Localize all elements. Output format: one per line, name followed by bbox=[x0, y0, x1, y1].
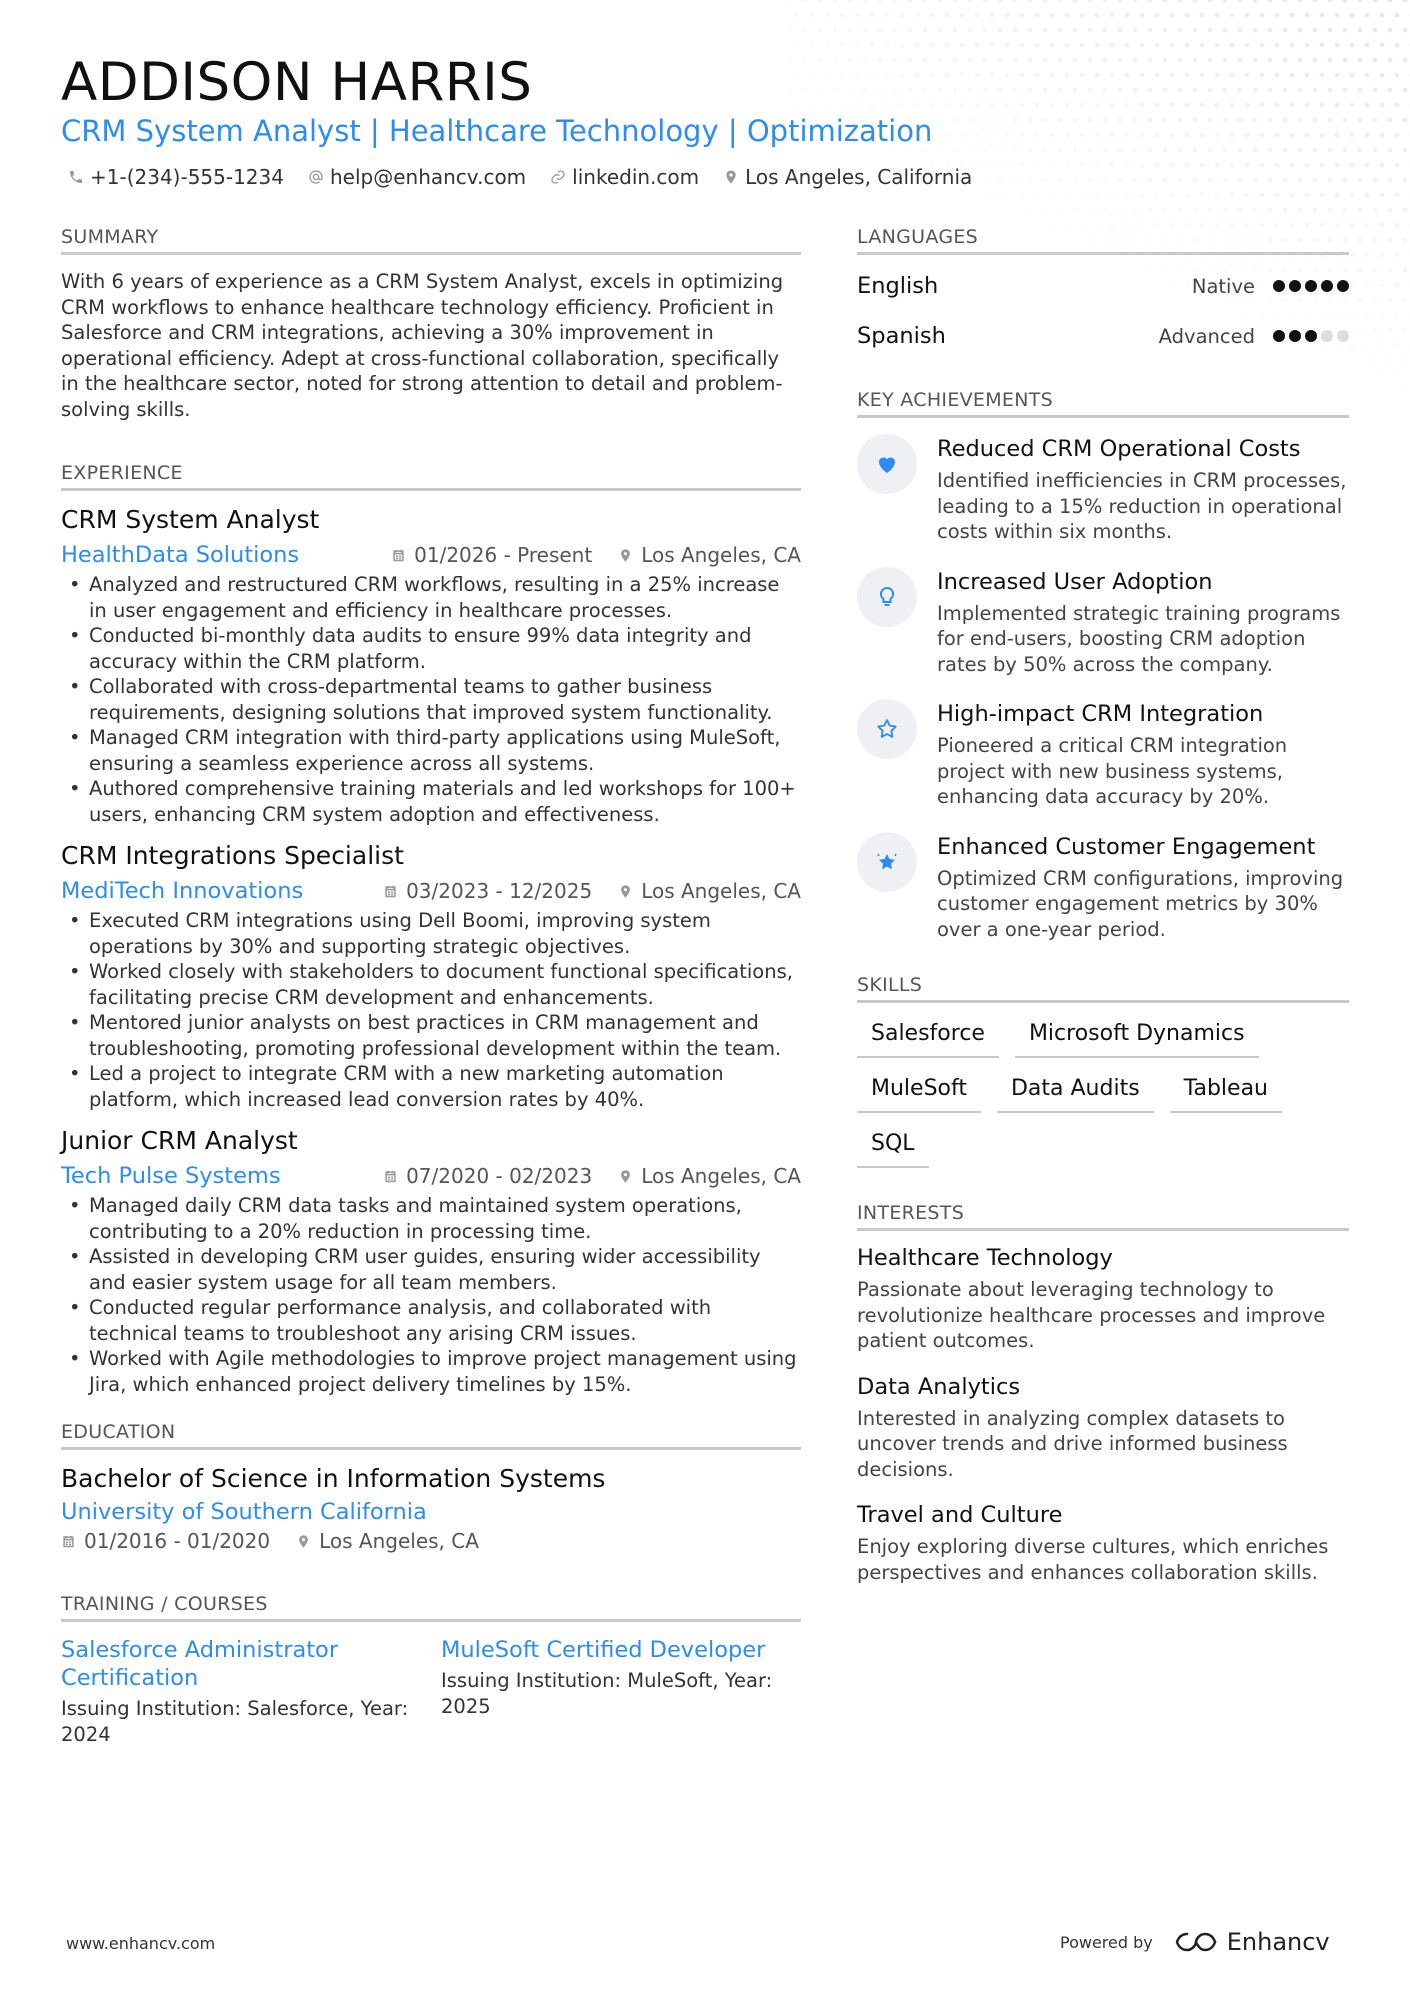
summary-text: With 6 years of experience as a CRM System Analyst, excels in optimizing CRM workflows to enhance healthcare technology efficiency. Proficient in Salesforce and CRM integrations, achieving a 30% improvement in operational efficiency. Adept at cross-functional collaboration, specifically in the healthcare sector, noted for strong attention to detail and problem-solving skills. bbox=[61, 270, 784, 421]
enhancv-brand-text: Enhancv bbox=[1226, 1928, 1330, 1956]
language-level: Native bbox=[1191, 274, 1255, 298]
experience-list bbox=[61, 505, 801, 1397]
job-dates-text: 03/2023 - 12/2025 bbox=[406, 879, 593, 903]
summary-heading: SUMMARY bbox=[61, 226, 801, 255]
job-dates bbox=[383, 879, 592, 903]
achievement-description: Optimized CRM configurations, improving customer engagement metrics by 30% over a one-year period. bbox=[937, 866, 1344, 941]
skill-tag: Data Audits bbox=[997, 1072, 1154, 1113]
course-title: Salesforce Administrator Certification bbox=[61, 1637, 339, 1691]
job-meta-right bbox=[391, 543, 801, 567]
experience-item bbox=[61, 1126, 801, 1397]
achievements-heading: KEY ACHIEVEMENTS bbox=[857, 389, 1349, 418]
enhancv-logo-icon bbox=[1173, 1930, 1219, 1954]
interests-heading: INTERESTS bbox=[857, 1202, 1349, 1231]
languages-list bbox=[857, 261, 1349, 361]
star-sparkle-icon bbox=[857, 832, 917, 892]
job-bullets bbox=[61, 572, 801, 827]
location-pin-icon bbox=[618, 1168, 633, 1185]
interest-description: Passionate about leveraging technology to revolutionize healthcare processes and improve patient outcomes. bbox=[857, 1278, 1326, 1352]
skill-tag: SQL bbox=[857, 1127, 929, 1168]
achievement-title: Reduced CRM Operational Costs bbox=[937, 436, 1301, 462]
achievement-description: Identified inefficiencies in CRM processes, leading to a 15% reduction in operational costs within six months. bbox=[937, 469, 1347, 543]
achievement-body bbox=[937, 436, 1349, 545]
job-bullets bbox=[61, 908, 801, 1112]
job-bullet: • Executed CRM integrations using Dell Boomi, improving system operations by 30% and supporting strategic objectives. bbox=[61, 908, 801, 959]
education-location-text: Los Angeles, CA bbox=[319, 1529, 479, 1553]
achievement-body bbox=[937, 701, 1349, 810]
job-location-text: Los Angeles, CA bbox=[641, 879, 801, 903]
proficiency-dot bbox=[1273, 330, 1285, 342]
proficiency-dots bbox=[1273, 280, 1349, 292]
job-bullet: • Assisted in developing CRM user guides, ensuring wider accessibility and easier system usage for all team members. bbox=[61, 1244, 801, 1295]
achievement-title: Increased User Adoption bbox=[937, 568, 1213, 595]
achievement-body bbox=[937, 834, 1349, 943]
proficiency-dot bbox=[1289, 280, 1301, 292]
achievements-list bbox=[857, 436, 1349, 942]
proficiency-dot bbox=[1289, 330, 1301, 342]
experience-heading: EXPERIENCE bbox=[61, 462, 801, 491]
language-item bbox=[857, 311, 1349, 361]
interests-list bbox=[857, 1245, 1349, 1585]
skill-tag: MuleSoft bbox=[857, 1072, 981, 1113]
interest-title: Healthcare Technology bbox=[857, 1245, 1113, 1271]
education-heading: EDUCATION bbox=[61, 1421, 801, 1450]
interest-item bbox=[857, 1245, 1349, 1354]
course-description: Issuing Institution: MuleSoft, Year: 2025 bbox=[441, 1669, 773, 1718]
job-dates-text: 01/2026 - Present bbox=[414, 543, 593, 567]
left-column bbox=[61, 226, 801, 1747]
job-location bbox=[618, 879, 801, 903]
achievement-title: Enhanced Customer Engagement bbox=[937, 833, 1316, 860]
calendar-icon bbox=[391, 547, 406, 564]
enhancv-logo[interactable] bbox=[1173, 1928, 1330, 1956]
achievement-description: Pioneered a critical CRM integration project with new business systems, enhancing data accuracy by 20%. bbox=[937, 734, 1288, 808]
job-meta bbox=[61, 1163, 801, 1189]
job-bullet: • Worked with Agile methodologies to improve project management using Jira, which enhanced project delivery timelines by 15%. bbox=[61, 1346, 801, 1397]
contact-phone[interactable] bbox=[68, 165, 284, 189]
star-outline-icon bbox=[857, 699, 917, 759]
skill-tag: Microsoft Dynamics bbox=[1015, 1017, 1259, 1058]
email-text: help@enhancv.com bbox=[329, 165, 527, 189]
education-dates bbox=[61, 1529, 270, 1553]
job-location-text: Los Angeles, CA bbox=[641, 543, 801, 567]
achievement-item bbox=[857, 569, 1349, 678]
achievement-item bbox=[857, 834, 1349, 943]
contact-email[interactable] bbox=[308, 165, 526, 189]
job-location-text: Los Angeles, CA bbox=[641, 1164, 801, 1188]
proficiency-dot bbox=[1305, 330, 1317, 342]
job-bullet: • Authored comprehensive training materials and led workshops for 100+ users, enhancing CRM system adoption and effectiveness. bbox=[61, 776, 801, 827]
interest-title: Data Analytics bbox=[857, 1373, 1021, 1400]
experience-item bbox=[61, 841, 801, 1112]
course-item bbox=[441, 1636, 801, 1747]
job-bullet: • Analyzed and restructured CRM workflows, resulting in a 25% increase in user engagement and efficiency in healthcare processes. bbox=[61, 572, 801, 623]
footer-website[interactable]: www.enhancv.com bbox=[66, 1934, 216, 1953]
skill-tag: Salesforce bbox=[857, 1017, 999, 1058]
job-bullet: • Managed CRM integration with third-party applications using MuleSoft, ensuring a seamless experience across all systems. bbox=[61, 725, 801, 776]
lightbulb-icon bbox=[857, 567, 917, 627]
job-title: CRM System Analyst bbox=[61, 505, 320, 534]
course-description: Issuing Institution: Salesforce, Year: 2024 bbox=[61, 1697, 409, 1746]
job-bullet: • Led a project to integrate CRM with a new marketing automation platform, which increased lead conversion rates by 40%. bbox=[61, 1061, 801, 1112]
language-proficiency bbox=[1192, 275, 1349, 298]
job-dates bbox=[383, 1164, 592, 1188]
education-degree: Bachelor of Science in Information Systems bbox=[61, 1464, 606, 1493]
location-pin-icon bbox=[618, 883, 633, 900]
education-meta bbox=[61, 1529, 801, 1553]
job-location bbox=[618, 543, 801, 567]
job-bullet: • Mentored junior analysts on best practices in CRM management and troubleshooting, promoting professional development within the team. bbox=[61, 1010, 801, 1061]
footer-branding bbox=[1060, 1928, 1330, 1956]
skills-list bbox=[857, 1017, 1337, 1168]
job-meta-right bbox=[383, 1164, 801, 1188]
experience-item bbox=[61, 505, 801, 827]
job-location bbox=[618, 1164, 801, 1188]
language-name: English bbox=[857, 273, 939, 299]
proficiency-dot bbox=[1321, 330, 1333, 342]
at-icon bbox=[308, 169, 324, 185]
language-name: Spanish bbox=[857, 323, 946, 349]
job-bullet: • Conducted regular performance analysis, and collaborated with technical teams to troubleshoot any arising CRM issues. bbox=[61, 1295, 801, 1346]
contact-location bbox=[723, 165, 972, 189]
languages-heading: LANGUAGES bbox=[857, 226, 1349, 255]
job-bullet: • Collaborated with cross-departmental teams to gather business requirements, designing solutions that improved system functionality. bbox=[61, 674, 801, 725]
course-title: MuleSoft Certified Developer bbox=[441, 1637, 766, 1663]
skill-tag: Tableau bbox=[1170, 1072, 1282, 1113]
contact-linkedin[interactable] bbox=[550, 165, 699, 189]
interest-item bbox=[857, 1502, 1349, 1585]
job-meta-right bbox=[383, 879, 801, 903]
company-name[interactable]: Tech Pulse Systems bbox=[61, 1163, 281, 1189]
training-heading: TRAINING / COURSES bbox=[61, 1593, 801, 1622]
proficiency-dot bbox=[1305, 280, 1317, 292]
proficiency-dots bbox=[1273, 330, 1349, 342]
candidate-headline: CRM System Analyst | Healthcare Technology | Optimization bbox=[61, 114, 933, 148]
linkedin-text: linkedin.com bbox=[572, 165, 700, 189]
proficiency-dot bbox=[1273, 280, 1285, 292]
achievement-item bbox=[857, 701, 1349, 810]
candidate-name: ADDISON HARRIS bbox=[61, 52, 533, 113]
job-meta bbox=[61, 878, 801, 904]
job-bullet: • Conducted bi-monthly data audits to ensure 99% data integrity and accuracy within the CRM platform. bbox=[61, 623, 801, 674]
achievement-item bbox=[857, 436, 1349, 545]
calendar-icon bbox=[383, 883, 398, 900]
interest-title: Travel and Culture bbox=[857, 1502, 1063, 1528]
job-dates-text: 07/2020 - 02/2023 bbox=[406, 1164, 593, 1188]
achievement-description: Implemented strategic training programs for end-users, boosting CRM adoption rates by 50% across the company. bbox=[937, 601, 1341, 676]
education-location bbox=[296, 1529, 479, 1553]
achievement-title: High-impact CRM Integration bbox=[937, 701, 1264, 727]
calendar-icon bbox=[61, 1533, 76, 1550]
interest-description: Interested in analyzing complex datasets to uncover trends and drive informed business decisions. bbox=[857, 1406, 1288, 1481]
company-name[interactable]: HealthData Solutions bbox=[61, 542, 300, 568]
language-item bbox=[857, 261, 1349, 311]
job-dates bbox=[391, 543, 592, 567]
language-proficiency bbox=[1159, 325, 1349, 348]
phone-text: +1-(234)-555-1234 bbox=[90, 165, 284, 189]
heart-icon bbox=[857, 434, 917, 494]
location-pin-icon bbox=[723, 169, 739, 185]
right-column bbox=[857, 226, 1349, 1605]
phone-icon bbox=[68, 169, 84, 185]
powered-by-text: Powered by bbox=[1060, 1932, 1153, 1952]
link-icon bbox=[550, 169, 566, 185]
job-title: CRM Integrations Specialist bbox=[61, 841, 404, 870]
job-meta bbox=[61, 542, 801, 568]
courses-list bbox=[61, 1636, 801, 1747]
job-bullet: • Worked closely with stakeholders to document functional specifications, facilitating precise CRM development and enhancements. bbox=[61, 959, 801, 1010]
proficiency-dot bbox=[1321, 280, 1333, 292]
proficiency-dot bbox=[1337, 280, 1349, 292]
job-title: Junior CRM Analyst bbox=[61, 1126, 298, 1155]
contact-bar bbox=[68, 165, 972, 189]
proficiency-dot bbox=[1337, 330, 1349, 342]
course-item bbox=[61, 1636, 421, 1747]
education-school: University of Southern California bbox=[61, 1499, 427, 1525]
education-dates-text: 01/2016 - 01/2020 bbox=[84, 1529, 271, 1553]
location-pin-icon bbox=[296, 1533, 311, 1550]
company-name[interactable]: MediTech Innovations bbox=[61, 878, 304, 904]
location-pin-icon bbox=[618, 547, 633, 564]
interest-description: Enjoy exploring diverse cultures, which enriches perspectives and enhances collaboration skills. bbox=[857, 1535, 1329, 1584]
language-level: Advanced bbox=[1158, 324, 1255, 348]
job-bullet: • Managed daily CRM data tasks and maintained system operations, contributing to a 20% reduction in processing time. bbox=[61, 1193, 801, 1244]
calendar-icon bbox=[383, 1168, 398, 1185]
skills-heading: SKILLS bbox=[857, 974, 1349, 1003]
interest-item bbox=[857, 1374, 1349, 1483]
job-bullets bbox=[61, 1193, 801, 1397]
location-text: Los Angeles, California bbox=[745, 165, 973, 189]
achievement-body bbox=[937, 569, 1349, 678]
